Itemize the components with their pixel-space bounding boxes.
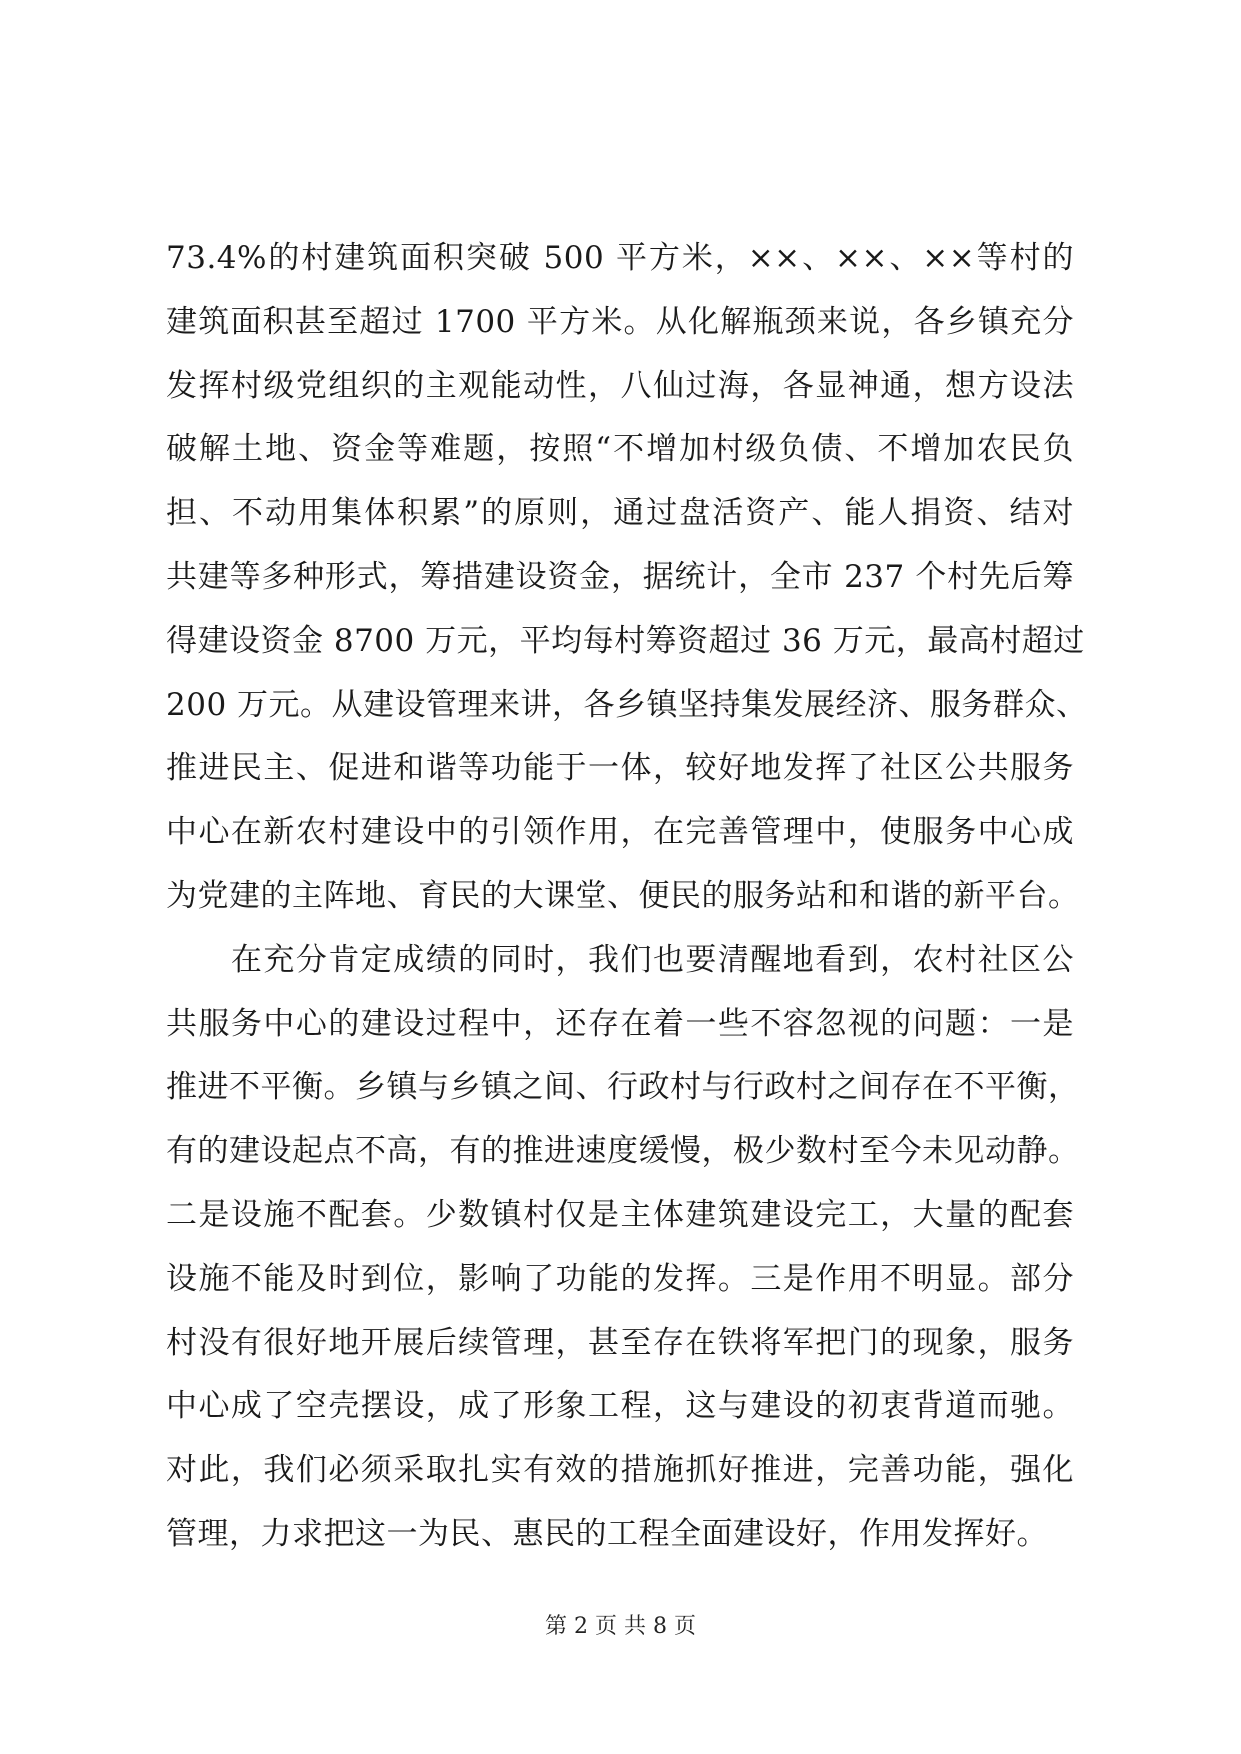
text-line: 200 万元。从建设管理来讲，各乡镇坚持集发展经济、服务群众、 <box>166 686 1088 723</box>
text-line: 二是设施不配套。少数镇村仅是主体建筑建设完工，大量的配套 <box>166 1196 1074 1233</box>
text-line: 得建设资金 8700 万元，平均每村筹资超过 36 万元，最高村超过 <box>166 622 1085 659</box>
page-number: 第 2 页 共 8 页 <box>545 1614 696 1639</box>
text-line: 担、不动用集体积累”的原则，通过盘活资产、能人捐资、结对 <box>166 495 1074 532</box>
text-line: 发挥村级党组织的主观能动性，八仙过海，各显神通，想方设法 <box>166 367 1074 404</box>
text-line: 推进民主、促进和谐等功能于一体，较好地发挥了社区公共服务 <box>166 750 1074 787</box>
text-line: 中心在新农村建设中的引领作用，在完善管理中，使服务中心成 <box>166 814 1074 851</box>
text-line: 有的建设起点不高，有的推进速度缓慢，极少数村至今未见动静。 <box>166 1133 1080 1170</box>
text-line: 共服务中心的建设过程中，还存在着一些不容忽视的问题：一是 <box>166 1005 1074 1042</box>
text-line: 村没有很好地开展后续管理，甚至存在铁将军把门的现象，服务 <box>166 1324 1074 1361</box>
text-line: 中心成了空壳摆设，成了形象工程，这与建设的初衷背道而驰。 <box>166 1388 1074 1425</box>
text-line: 为党建的主阵地、育民的大课堂、便民的服务站和和谐的新平台。 <box>166 877 1080 914</box>
text-line: 建筑面积甚至超过 1700 平方米。从化解瓶颈来说，各乡镇充分 <box>166 303 1074 340</box>
text-line: 推进不平衡。乡镇与乡镇之间、行政村与行政村之间存在不平衡， <box>166 1069 1080 1106</box>
text-line: 破解土地、资金等难题，按照“不增加村级负债、不增加农民负 <box>166 431 1074 468</box>
text-line: 管理，力求把这一为民、惠民的工程全面建设好，作用发挥好。 <box>166 1515 1048 1552</box>
body-text <box>166 227 1088 1567</box>
text-line: 73.4%的村建筑面积突破 500 平方米，××、××、××等村的 <box>166 240 1074 276</box>
text-line: 设施不能及时到位，影响了功能的发挥。三是作用不明显。部分 <box>166 1260 1074 1297</box>
text-line: 共建等多种形式，筹措建设资金，据统计，全市 237 个村先后筹 <box>166 558 1074 595</box>
text-line: 在充分肯定成绩的同时，我们也要清醒地看到，农村社区公 <box>166 941 1074 978</box>
text-line: 对此，我们必须采取扎实有效的措施抓好推进，完善功能，强化 <box>166 1452 1074 1489</box>
